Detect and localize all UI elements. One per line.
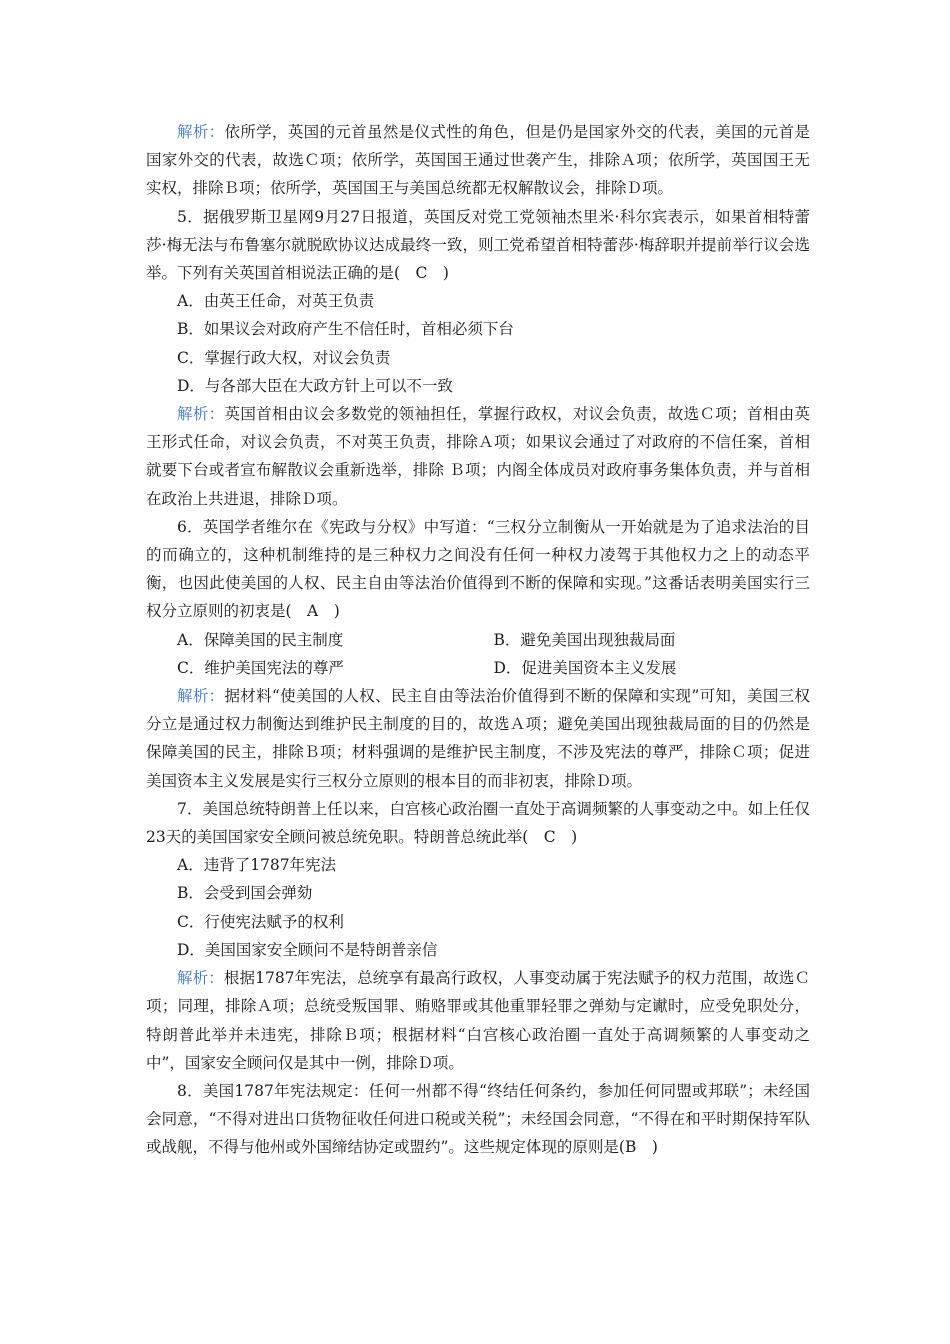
answer-option: D．促进美国资本主义发展 (493, 658, 677, 677)
question-stem: 7．美国总统特朗普上任以来，白宫核心政治圈一直处于高调频繁的人事变动之中。如上任仅23天的美国国家安全顾问被总统免职。特朗普总统此举( C ) (146, 799, 810, 847)
analysis-paragraph (146, 682, 810, 795)
analysis-text: 依所学，英国的元首虽然是仪式性的角色，但是仍是国家外交的代表，美国的元首是国家外交的代表，故选Ｃ项；依所学，英国国王通过世袭产生，排除Ａ项；依所学，英国国王无实权，排除Ｂ项；依所学，英国国王与美国总统都无权解散议会，排除Ｄ项。 (146, 123, 810, 198)
analysis-label: 解析： (177, 123, 225, 141)
analysis-label: 解析： (177, 687, 225, 706)
answer-option: A．由英王任命，对英王负责 (177, 292, 375, 311)
question-stem: 8．美国1787年宪法规定：任何一州都不得“终结任何条约，参加任何同盟或邦联”；未经国会同意，“不得对进出口货物征收任何进口税或关税”；未经国会同意，“不得在和平时期保持军队或战舰，不得与他州或外国缔结协定或盟约”。这些规定体现的原则是(B ) (146, 1081, 810, 1157)
answer-option: D．与各部大臣在大政方针上可以不一致 (177, 376, 453, 395)
answer-option: D．美国国家安全顾问不是特朗普亲信 (177, 940, 438, 959)
answer-option: A．保障美国的民主制度 (177, 630, 344, 649)
analysis-paragraph (146, 118, 810, 203)
answer-option: A．违背了1787年宪法 (177, 856, 337, 875)
analysis-paragraph (146, 400, 810, 513)
question-stem: 6．英国学者维尔在《宪政与分权》中写道：“三权分立制衡从一开始就是为了追求法治的目的而确立的，这种机制维持的是三种权力之间没有任何一种权力凌驾于其他权力之上的动态平衡，也因此使美国的人权、民主自由等法治价值得到不断的保障和实现。”这番话表明美国实行三权分立原则的初衷是( A ) (146, 517, 810, 621)
analysis-text: 据材料“使美国的人权、民主自由等法治价值得到不断的保障和实现”可知，美国三权分立是通过权力制衡达到维护民主制度的目的，故选Ａ项；避免美国出现独裁局面的目的仍然是保障美国的民主，排除Ｂ项；材料强调的是维护民主制度，不涉及宪法的尊严，排除Ｃ项；促进美国资本主义发展是实行三权分立原则的根本目的而非初衷，排除Ｄ项。 (146, 687, 810, 790)
answer-option: C．掌握行政大权，对议会负责 (177, 348, 391, 367)
document-page (146, 118, 810, 1162)
answer-option-row (146, 626, 810, 654)
analysis-text: 英国首相由议会多数党的领袖担任，掌握行政权，对议会负责，故选Ｃ项；首相由英王形式任命，对议会负责，不对英王负责，排除Ａ项；如果议会通过了对政府的不信任案，首相就要下台或者宣布解散议会重新选举，排除 Ｂ项；内阁全体成员对政府事务集体负责，并与首相在政治上共进退，排除Ｄ项。 (146, 405, 810, 508)
answer-option: B．会受到国会弹劾 (177, 884, 313, 903)
analysis-text: 根据1787年宪法，总统享有最高行政权，人事变动属于宪法赋予的权力范围，故选Ｃ项；同理，排除Ａ项；总统受叛国罪、贿赂罪或其他重罪轻罪之弹劾与定谳时，应受免职处分，特朗普此举并未违宪，排除Ｂ项；根据材料“白宫核心政治圈一直处于高调频繁的人事变动之中”，国家安全顾问仅是其中一例，排除Ｄ项。 (146, 969, 810, 1072)
answer-option: B．如果议会对政府产生不信任时，首相必须下台 (177, 320, 514, 339)
answer-option: C．行使宪法赋予的权利 (177, 912, 344, 931)
analysis-paragraph (146, 964, 810, 1077)
analysis-label: 解析： (177, 969, 224, 988)
answer-option: B．避免美国出现独裁局面 (493, 630, 676, 649)
answer-option-row (146, 654, 810, 682)
analysis-label: 解析： (177, 405, 225, 424)
answer-option: C．维护美国宪法的尊严 (177, 658, 344, 677)
question-stem: 5．据俄罗斯卫星网9月27日报道，英国反对党工党领袖杰里米·科尔宾表示，如果首相特蕾莎·梅无法与布鲁塞尔就脱欧协议达成最终一致，则工党希望首相特蕾莎·梅辞职并提前举行议会选举。下列有关英国首相说法正确的是( C ) (146, 207, 810, 283)
